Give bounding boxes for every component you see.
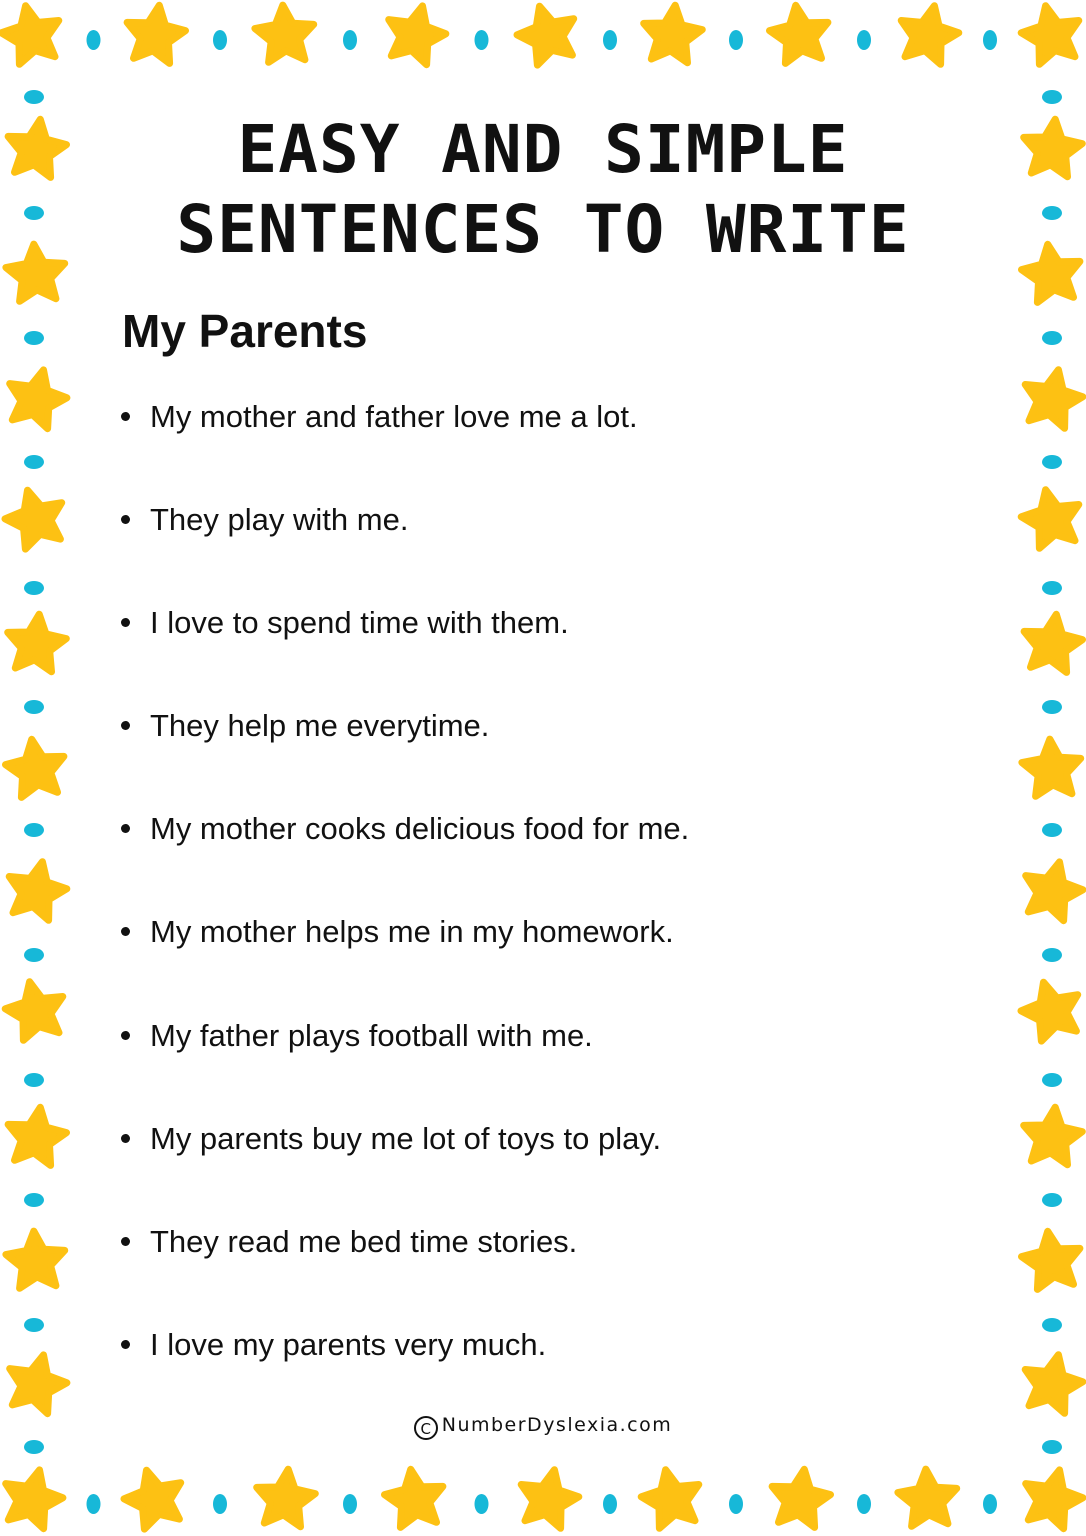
dot-icon [24,90,44,104]
star-icon [901,6,959,65]
dot-icon [983,1494,997,1514]
list-item [118,1011,689,1114]
star-icon [389,6,446,65]
star-icon [10,370,67,429]
dot-icon [24,948,44,962]
star-icon [5,490,62,549]
list-item [118,392,689,495]
bullet-icon [121,927,130,936]
dot-icon [603,30,617,50]
bullet-icon [121,1237,130,1246]
star-icon [6,1470,63,1529]
dot-icon [475,1494,489,1514]
star-icon [1025,370,1083,429]
list-item [118,907,689,1010]
bullet-icon [121,515,130,524]
sentence-text: They help me everytime. [150,708,490,744]
dot-icon [1042,331,1062,345]
bullet-icon [121,1031,130,1040]
sentence-text: My mother helps me in my homework. [150,914,674,950]
star-icon [517,6,574,65]
star-icon [641,1470,699,1529]
sentence-list [118,392,689,1423]
star-icon [1,6,59,65]
star-icon [1024,1107,1083,1165]
dot-icon [603,1494,617,1514]
bullet-icon [121,1340,130,1349]
sentence-text: I love to spend time with them. [150,605,569,641]
dot-icon [1042,1440,1062,1454]
dot-icon [24,1193,44,1207]
star-icon [5,982,63,1041]
title-line-2: SENTENCES TO WRITE [176,191,910,268]
dot-icon [24,1440,44,1454]
dot-icon [24,823,44,837]
footer-credit [0,1414,1086,1440]
dot-icon [729,1494,743,1514]
star-icon [255,5,314,62]
list-item [118,701,689,804]
star-icon [127,5,185,63]
star-icon [898,1469,957,1526]
dot-icon [24,1318,44,1332]
title-line-1: EASY AND SIMPLE [237,111,849,188]
star-icon [257,1469,316,1527]
dot-icon [475,30,489,50]
list-item [118,495,689,598]
sentence-text: My parents buy me lot of toys to play. [150,1120,662,1156]
sentence-text: My mother and father love me a lot. [150,399,638,434]
star-icon [772,1469,830,1527]
star-icon [1021,982,1078,1041]
star-icon [124,1470,181,1529]
dot-icon [1042,1193,1062,1207]
dot-icon [983,30,997,50]
list-item [118,1114,689,1217]
dot-icon [24,581,44,595]
page-title [0,110,1086,270]
sentence-text: I love my parents very much. [150,1326,547,1362]
sentence-text: They play with me. [150,502,409,538]
dot-icon [1042,700,1062,714]
bullet-icon [121,721,130,730]
star-icon [1022,1231,1080,1289]
bullet-icon [121,824,130,833]
sentence-text: My father plays football with me. [150,1017,593,1053]
dot-icon [1042,581,1062,595]
star-icon [770,5,828,63]
bullet-icon [121,1134,130,1143]
dot-icon [213,30,227,50]
star-icon [6,1231,65,1288]
copyright-icon: C [414,1416,438,1440]
star-icon [1025,1355,1083,1414]
star-icon [1021,490,1079,549]
star-icon [1026,1470,1083,1529]
star-icon [1026,862,1083,921]
dot-icon [857,1494,871,1514]
dot-icon [24,331,44,345]
star-icon [521,1470,579,1529]
list-item [118,598,689,701]
star-icon [1021,6,1079,65]
star-icon [385,1469,443,1527]
dot-icon [1042,1318,1062,1332]
star-icon [8,614,67,672]
star-icon [6,739,64,797]
footer-site-name: NumberDyslexia.com [441,1414,673,1436]
bullet-icon [121,618,130,627]
dot-icon [24,455,44,469]
dot-icon [1042,823,1062,837]
star-icon [1024,614,1082,672]
dot-icon [1042,1073,1062,1087]
star-icon [9,862,67,921]
bullet-icon [121,412,130,421]
list-item [118,804,689,907]
sentence-text: They read me bed time stories. [150,1223,578,1259]
dot-icon [24,1073,44,1087]
dot-icon [24,700,44,714]
list-item [118,1217,689,1320]
dot-icon [87,1494,101,1514]
dot-icon [343,1494,357,1514]
topic-heading: My Parents [122,305,368,357]
star-icon [10,1355,67,1414]
star-icon [1022,739,1081,796]
dot-icon [1042,455,1062,469]
dot-icon [857,30,871,50]
dot-icon [213,1494,227,1514]
dot-icon [87,30,101,50]
dot-icon [1042,90,1062,104]
sentence-text: My mother cooks delicious food for me. [150,811,690,847]
star-icon [8,1107,66,1165]
dot-icon [343,30,357,50]
list-item [118,1320,689,1423]
star-icon [644,5,703,63]
dot-icon [1042,948,1062,962]
dot-icon [729,30,743,50]
